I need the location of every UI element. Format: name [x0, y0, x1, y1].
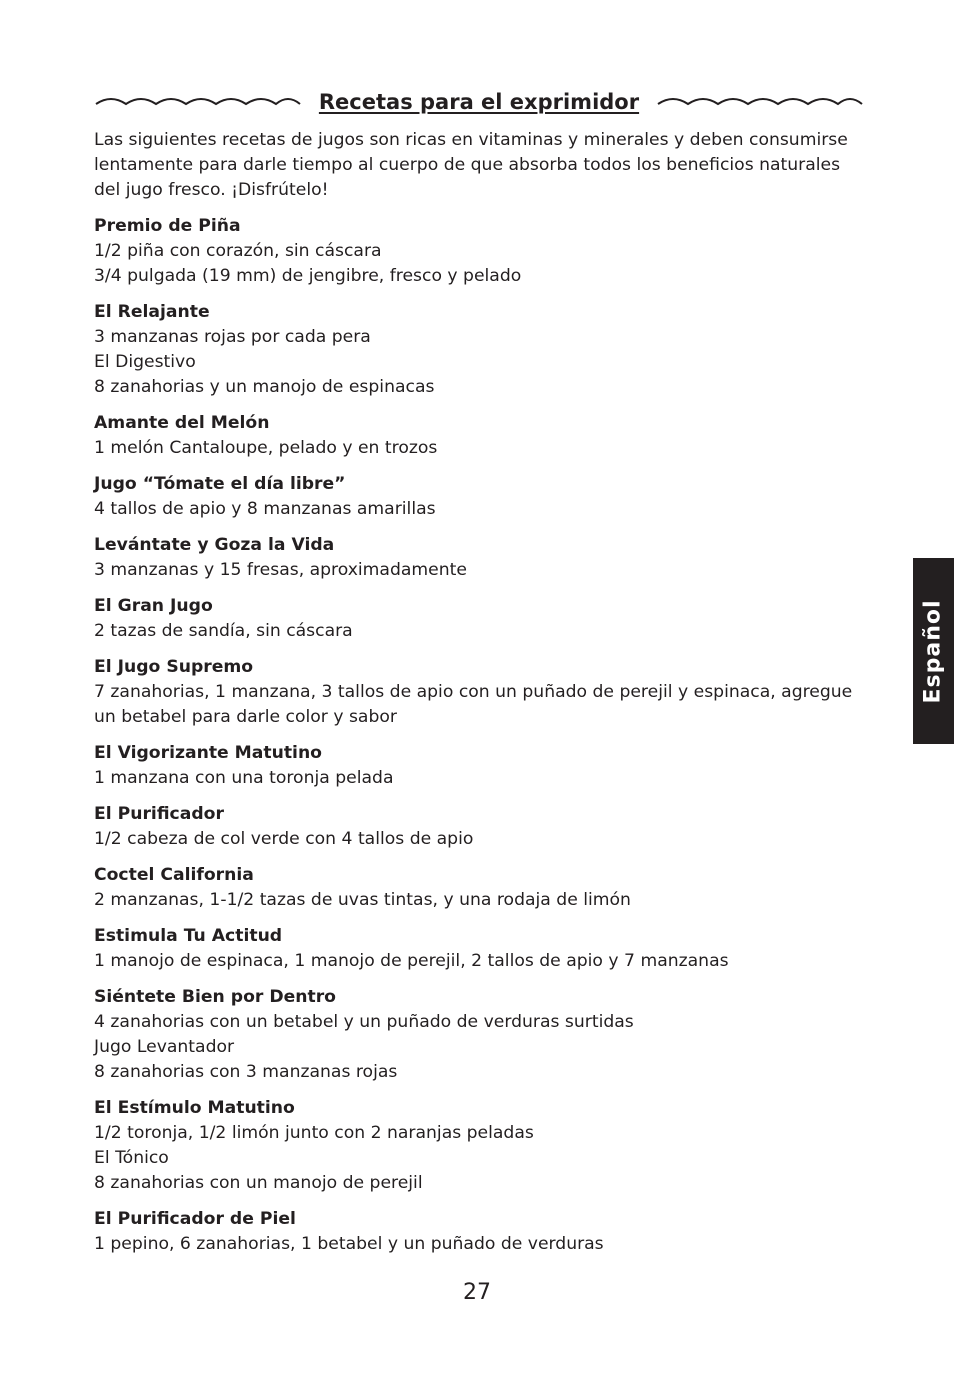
- recipe-item: [94, 594, 864, 644]
- recipe-ingredient-line: 1 melón Cantaloupe, pelado y en trozos: [94, 438, 438, 458]
- recipe-name: El Relajante: [94, 302, 210, 322]
- left-wave-ornament-icon: [94, 95, 302, 109]
- recipe-ingredient-line: 4 tallos de apio y 8 manzanas amarillas: [94, 499, 436, 519]
- recipe-name: Premio de Piña: [94, 216, 241, 236]
- recipe-ingredient-line: 3 manzanas rojas por cada pera: [94, 327, 371, 347]
- recipe-name: Jugo “Tómate el día libre”: [94, 474, 346, 494]
- recipe-ingredient-line: 3 manzanas y 15 fresas, aproximadamente: [94, 560, 467, 580]
- language-side-tab: [913, 558, 954, 744]
- recipe-item: [94, 863, 864, 913]
- recipe-ingredient-line: 1/2 toronja, 1/2 limón junto con 2 naranjas peladas: [94, 1123, 534, 1143]
- recipe-item: [94, 1096, 864, 1196]
- recipe-ingredient-line: 1/2 piña con corazón, sin cáscara: [94, 241, 382, 261]
- recipe-item: [94, 411, 864, 461]
- recipe-ingredient-line: 1 manojo de espinaca, 1 manojo de perejil, 2 tallos de apio y 7 manzanas: [94, 951, 729, 971]
- recipe-ingredient-line: 8 zanahorias con 3 manzanas rojas: [94, 1062, 398, 1082]
- page-header: [94, 86, 864, 118]
- recipe-item: [94, 1207, 864, 1257]
- recipe-name: Estimula Tu Actitud: [94, 926, 283, 946]
- page-number: 27: [463, 1280, 491, 1305]
- recipe-list: [94, 214, 864, 1257]
- right-wave-ornament-icon: [656, 95, 864, 109]
- recipe-ingredient-line: Jugo Levantador: [94, 1037, 235, 1057]
- recipe-ingredient-line: 1 pepino, 6 zanahorias, 1 betabel y un puñado de verduras: [94, 1234, 604, 1254]
- side-tab-label: Español: [921, 598, 947, 704]
- recipe-ingredient-line: 8 zanahorias y un manojo de espinacas: [94, 377, 435, 397]
- recipe-item: [94, 472, 864, 522]
- recipe-name: El Jugo Supremo: [94, 657, 254, 677]
- recipe-item: [94, 300, 864, 400]
- recipe-content: [94, 128, 864, 1268]
- recipe-ingredient-line: 2 tazas de sandía, sin cáscara: [94, 621, 353, 641]
- recipe-item: [94, 533, 864, 583]
- recipe-ingredient-line: 3/4 pulgada (19 mm) de jengibre, fresco y pelado: [94, 266, 522, 286]
- page-title: Recetas para el exprimidor: [318, 90, 640, 114]
- recipe-name: Levántate y Goza la Vida: [94, 535, 335, 555]
- recipe-name: El Vigorizante Matutino: [94, 743, 322, 763]
- recipe-ingredient-line: El Tónico: [94, 1148, 169, 1168]
- recipe-item: [94, 985, 864, 1085]
- recipe-name: El Estímulo Matutino: [94, 1098, 295, 1118]
- recipe-ingredient-line: 1/2 cabeza de col verde con 4 tallos de apio: [94, 829, 474, 849]
- recipe-item: [94, 924, 864, 974]
- recipe-name: El Gran Jugo: [94, 596, 213, 616]
- recipe-ingredient-line: 8 zanahorias con un manojo de perejil: [94, 1173, 423, 1193]
- recipe-ingredient-line: 2 manzanas, 1-1/2 tazas de uvas tintas, y una rodaja de limón: [94, 890, 631, 910]
- recipe-name: Amante del Melón: [94, 413, 270, 433]
- recipe-ingredient-line: El Digestivo: [94, 352, 196, 372]
- recipe-item: [94, 741, 864, 791]
- recipe-name: El Purificador de Piel: [94, 1209, 296, 1229]
- recipe-name: Coctel California: [94, 865, 254, 885]
- recipe-ingredient-line: 7 zanahorias, 1 manzana, 3 tallos de apio con un puñado de perejil y espinaca, agregue un betabel para darle color y sabor: [94, 682, 853, 727]
- recipe-name: Siéntete Bien por Dentro: [94, 987, 336, 1007]
- recipe-name: El Purificador: [94, 804, 224, 824]
- recipe-item: [94, 214, 864, 289]
- recipe-ingredient-line: 4 zanahorias con un betabel y un puñado de verduras surtidas: [94, 1012, 634, 1032]
- recipe-item: [94, 655, 864, 730]
- recipe-item: [94, 802, 864, 852]
- intro-paragraph: Las siguientes recetas de jugos son ricas en vitaminas y minerales y deben consumirse lentamente para darle tiempo al cuerpo de que absorba todos los beneficios naturales del jugo fresco. ¡Disfrútelo!: [94, 130, 848, 200]
- recipe-ingredient-line: 1 manzana con una toronja pelada: [94, 768, 394, 788]
